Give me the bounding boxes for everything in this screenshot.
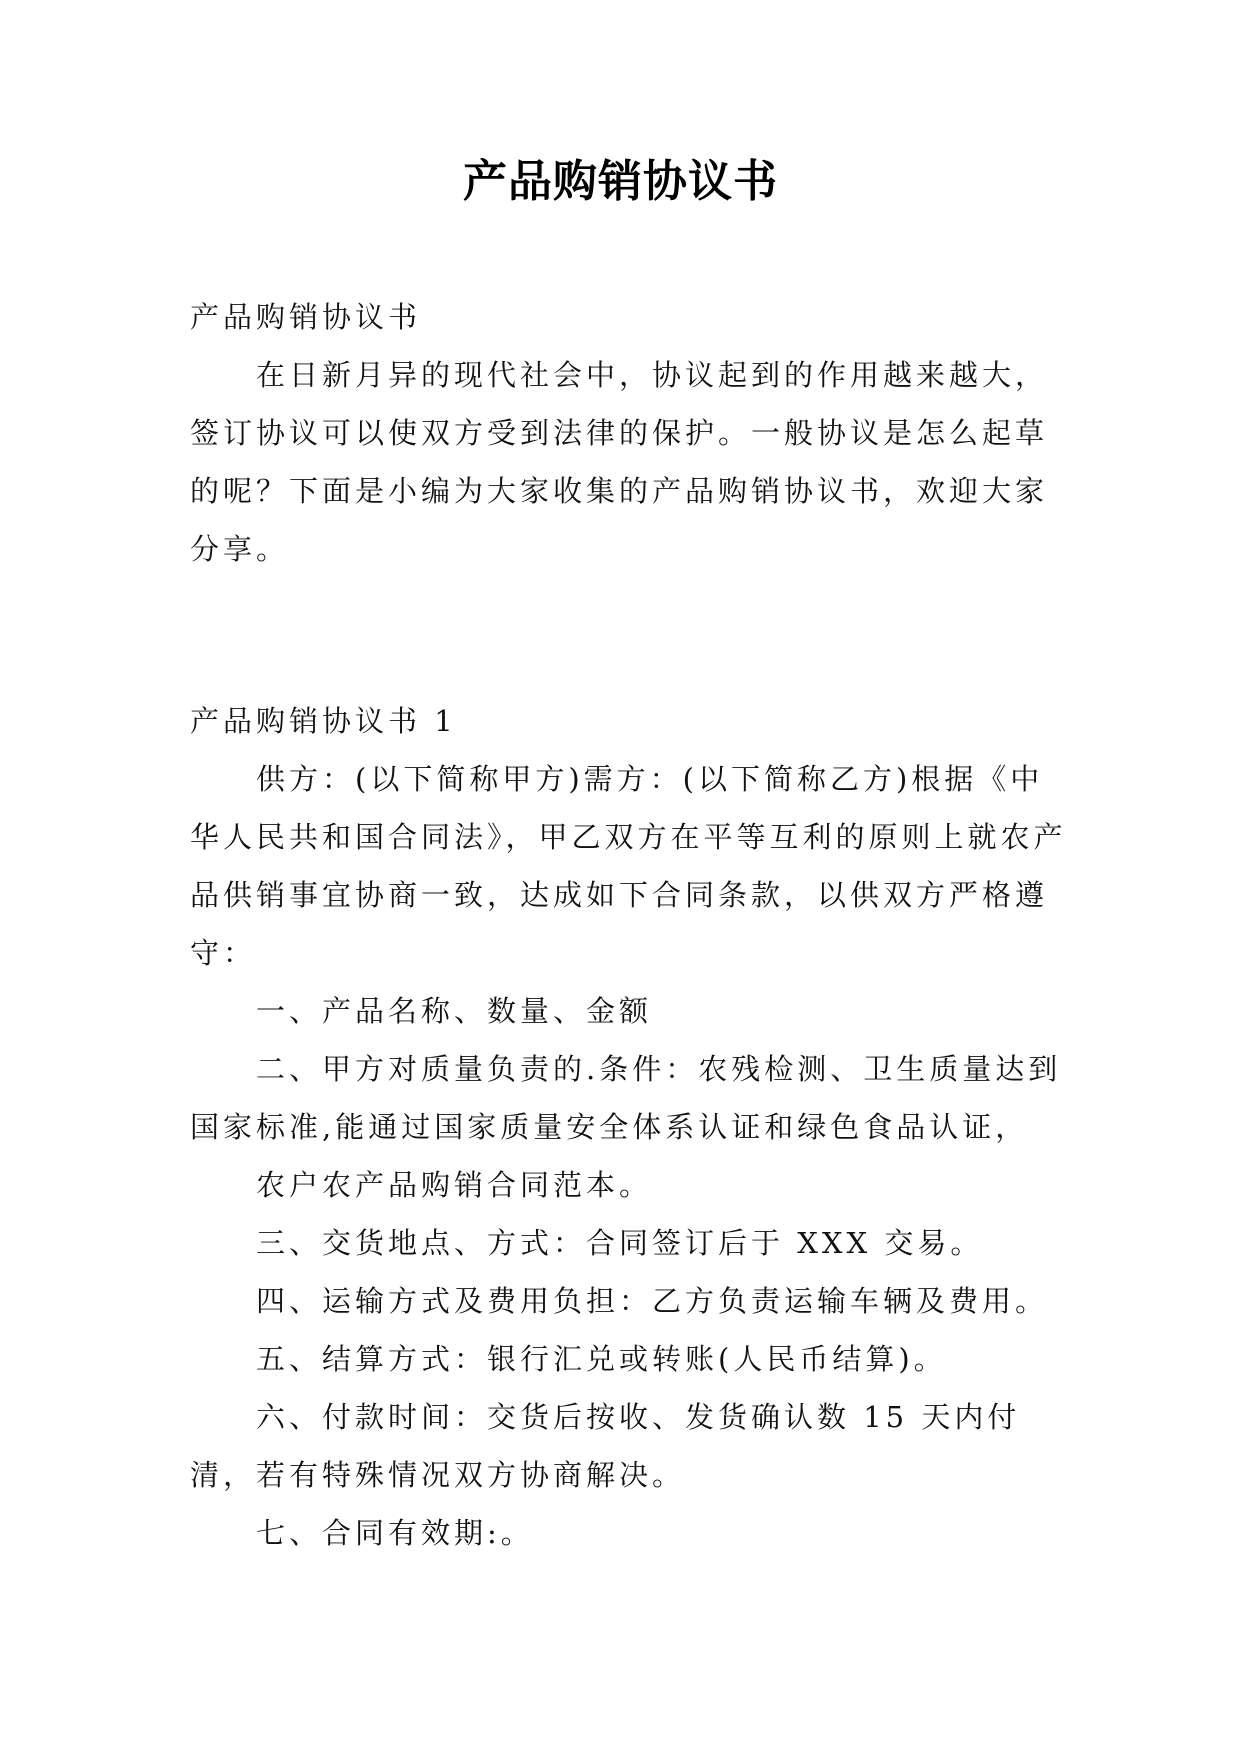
clause-7: 七、合同有效期:。: [256, 1516, 534, 1550]
clause-5: 五、结算方式：银行汇兑或转账(人民币结算)。: [256, 1342, 947, 1376]
clause-3: 三、交货地点、方式：合同签订后于 XXX 交易。: [256, 1226, 984, 1260]
clause-1: 一、产品名称、数量、金额: [256, 994, 653, 1028]
clause-6: 六、付款时间：交货后按收、发货确认数 15 天内付清，若有特殊情况双方协商解决。: [190, 1400, 1021, 1492]
section-heading: 产品购销协议书 1: [190, 704, 457, 738]
intro-section: [190, 288, 1070, 578]
document-title: 产品购销协议书: [463, 156, 778, 207]
preamble-paragraph: 供方：(以下简称甲方)需方：(以下简称乙方)根据《中华人民共和国合同法》，甲乙双方在平等互利的原则上就农产品供销事宜协商一致，达成如下合同条款，以供双方严格遵守：: [190, 762, 1067, 970]
agreement-section-1: [190, 692, 1070, 1562]
intro-paragraph: 在日新月异的现代社会中，协议起到的作用越来越大，签订协议可以使双方受到法律的保护。一般协议是怎么起草的呢？下面是小编为大家收集的产品购销协议书，欢迎大家分享。: [190, 358, 1049, 566]
intro-heading: 产品购销协议书: [190, 300, 422, 334]
clause-2: 二、甲方对质量负责的.条件：农残检测、卫生质量达到国家标准,能通过国家质量安全体系认证和绿色食品认证，: [190, 1052, 1062, 1144]
clause-4: 四、运输方式及费用负担：乙方负责运输车辆及费用。: [256, 1284, 1049, 1318]
clause-2-note: 农户农产品购销合同范本。: [256, 1168, 653, 1202]
